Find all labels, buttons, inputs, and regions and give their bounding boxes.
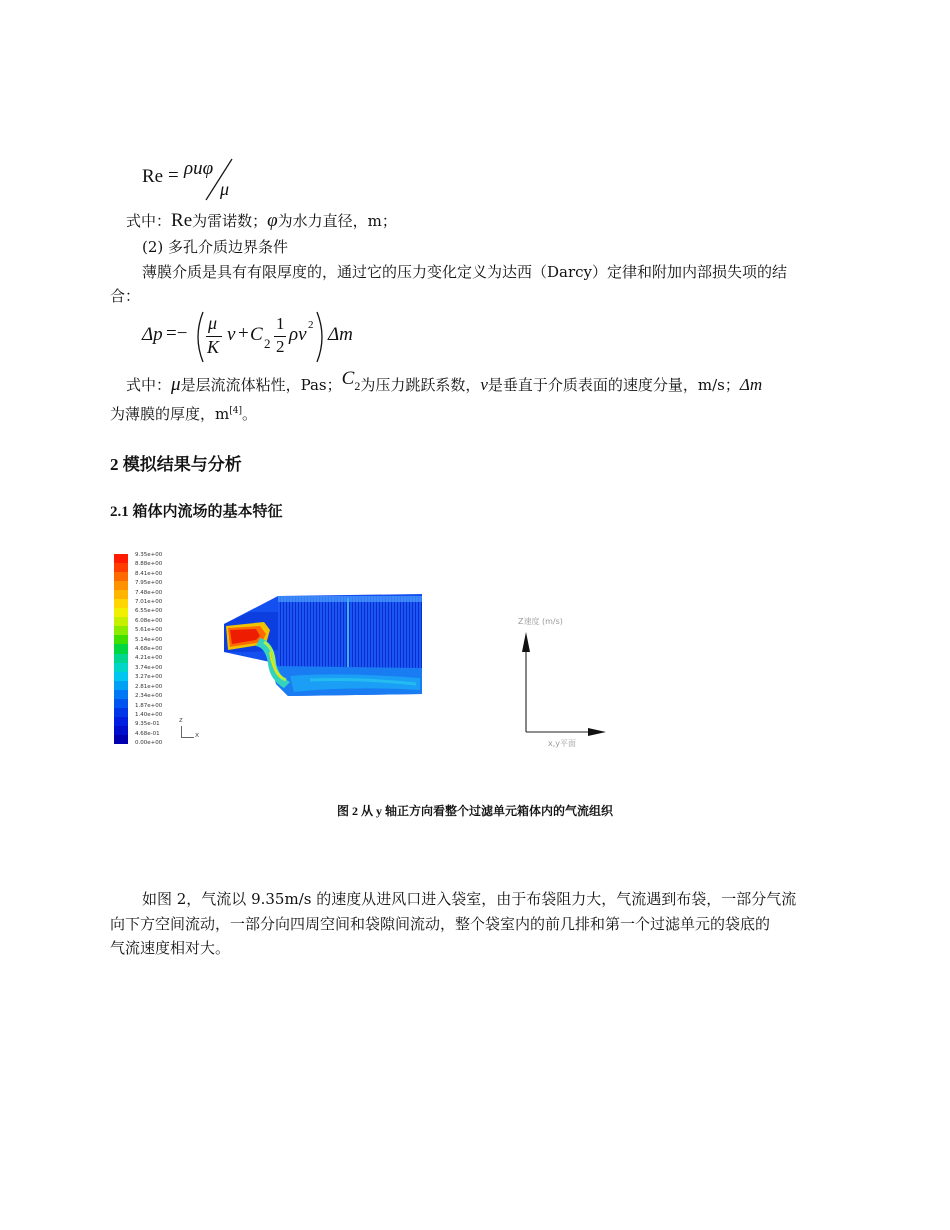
re-desc-text1: 为雷诺数； <box>192 212 268 230</box>
formula-re-denominator: μ <box>220 179 230 199</box>
legend-label: 2.34e+00 <box>135 693 163 700</box>
figure-2-caption: 图 2 从 y 轴正方向看整个过滤单元箱体内的气流组织 <box>336 804 613 818</box>
formula-reynolds <box>140 154 250 204</box>
legend-label: 2.81e+00 <box>135 683 163 690</box>
legend-label: 5.14e+00 <box>135 636 163 643</box>
velocity-contour-plot <box>220 592 428 700</box>
legend-label: 9.35e+00 <box>135 552 163 558</box>
legend-label: 7.95e+00 <box>135 580 163 587</box>
legend-swatch <box>114 654 128 663</box>
formula-dp-half-num: 1 <box>276 314 285 333</box>
legend-swatch <box>114 572 128 581</box>
formula-dp-c-sub: 2 <box>264 336 271 351</box>
formula-dp-v: v <box>227 324 236 345</box>
porous-boundary-title: (2) 多孔介质边界条件 <box>142 238 289 256</box>
dp-desc-text3: 是垂直于介质表面的速度分量，m/s； <box>487 376 740 394</box>
velocity-axis-x-arrow <box>588 728 606 736</box>
legend-swatch <box>114 608 128 617</box>
dp-desc-symbol-c-sub: 2 <box>354 379 361 393</box>
formula-dp-left-paren <box>192 310 206 364</box>
re-desc-text2: 为水力直径，m； <box>277 212 397 230</box>
legend-swatch <box>114 708 128 717</box>
dp-desc-symbol-dm: Δm <box>739 375 763 394</box>
formula-dp-eq: =− <box>166 323 188 344</box>
dp-desc-text2: 为压力跳跃系数， <box>360 376 481 394</box>
legend-swatch <box>114 590 128 599</box>
legend-label: 5.61e+00 <box>135 627 163 634</box>
section-heading-2-1: 2.1 箱体内流场的基本特征 <box>110 504 283 520</box>
legend-label: 8.88e+00 <box>135 561 163 568</box>
formula-dp-frac-num: μ <box>208 313 218 333</box>
analysis-line2: 向下方空间流动，一部分向四周空间和袋隙间流动，整个袋室内的前几排和第一个过滤单元的袋底的 <box>110 915 771 933</box>
legend-label: 7.01e+00 <box>135 599 163 606</box>
re-desc-prefix: 式中： <box>126 212 172 230</box>
dp-desc-end: 。 <box>241 405 257 423</box>
legend-label: 1.40e+00 <box>135 711 163 718</box>
formula-dp-half-den: 2 <box>276 337 285 356</box>
velocity-axis-y-arrow <box>522 632 530 652</box>
legend-swatch <box>114 635 128 644</box>
legend-label: 9.35e-01 <box>135 721 160 728</box>
legend-swatch <box>114 554 128 563</box>
re-desc-symbol-phi: φ <box>267 210 278 231</box>
legend-label: 1.87e+00 <box>135 702 163 709</box>
legend-label: 0.00e+00 <box>135 740 163 747</box>
legend-label: 6.08e+00 <box>135 617 163 624</box>
figure-2 <box>108 546 628 756</box>
legend-swatch <box>114 626 128 635</box>
legend-label: 3.27e+00 <box>135 674 163 681</box>
legend-label: 4.68e-01 <box>135 730 160 737</box>
legend-label: 7.48e+00 <box>135 589 163 596</box>
porous-paragraph-line2: 合： <box>110 287 141 305</box>
legend-swatch <box>114 563 128 572</box>
axis-triad-x-line <box>181 737 194 738</box>
dp-desc-text1: 是层流流体粘性，Pas； <box>180 376 342 394</box>
dp-desc-line2-text: 为薄膜的厚度，m <box>110 405 230 423</box>
formula-dp-plus: + <box>238 323 249 344</box>
formula-dp-rho-v: ρv <box>289 324 307 345</box>
section-heading-2: 2 模拟结果与分析 <box>110 455 242 474</box>
dp-description-line1 <box>126 368 763 397</box>
formula-pressure-drop <box>140 310 370 364</box>
legend-swatch <box>114 726 128 735</box>
formula-re-lhs: Re <box>142 166 164 187</box>
dp-desc-symbol-mu: μ <box>171 374 181 395</box>
analysis-line3: 气流速度相对大。 <box>110 939 231 957</box>
legend-swatch <box>114 644 128 653</box>
legend-labels <box>135 551 162 749</box>
legend-swatch <box>114 717 128 726</box>
dp-desc-symbol-c: C <box>341 368 355 389</box>
dp-desc-prefix: 式中： <box>126 376 172 394</box>
porous-paragraph-line1: 薄膜介质是具有有限厚度的，通过它的压力变化定义为达西（Darcy）定律和附加内部损失项的结 <box>142 263 788 281</box>
analysis-line1: 如图 2，气流以 9.35m/s 的速度从进风口进入袋室，由于布袋阻力大，气流遇到布袋，一部分气流 <box>142 890 797 908</box>
axis-triad <box>178 718 202 740</box>
legend-label: 8.41e+00 <box>135 570 163 577</box>
formula-re-numerator: ρuφ <box>184 158 214 179</box>
legend-swatch <box>114 699 128 708</box>
dp-desc-symbol-v: ν <box>480 375 488 394</box>
velocity-axes <box>516 632 606 742</box>
axis-triad-z-label: z <box>179 716 183 724</box>
formula-re-eq: = <box>168 165 179 186</box>
legend-swatch <box>114 672 128 681</box>
formula-dp-lhs: Δp <box>142 324 163 345</box>
velocity-axis-y-label: Z速度 (m/s) <box>518 617 563 626</box>
velocity-axis-x-label: x,y平面 <box>548 739 577 748</box>
formula-dp-right-paren <box>314 310 328 364</box>
formula-dp-delta-m: Δm <box>328 324 353 345</box>
formula-dp-frac-den: K <box>207 337 220 357</box>
legend-swatch <box>114 663 128 672</box>
dp-desc-reference: [4] <box>229 406 242 416</box>
dp-description-line2 <box>110 400 257 425</box>
legend-label: 6.55e+00 <box>135 608 163 615</box>
formula-dp-c: C <box>250 324 263 345</box>
legend-swatch <box>114 735 128 744</box>
legend-swatch <box>114 690 128 699</box>
legend-label: 4.21e+00 <box>135 655 163 662</box>
legend-swatch <box>114 617 128 626</box>
axis-triad-x-label: x <box>195 731 200 739</box>
legend-swatch <box>114 581 128 590</box>
legend-swatch <box>114 599 128 608</box>
legend-label: 3.74e+00 <box>135 664 163 671</box>
legend-swatch <box>114 681 128 690</box>
legend-label: 4.68e+00 <box>135 646 163 653</box>
re-desc-symbol-re: Re <box>171 210 193 231</box>
legend-color-bar <box>114 554 128 744</box>
re-description <box>126 210 397 232</box>
axis-triad-z-line <box>181 726 182 737</box>
formula-dp-square: 2 <box>308 319 314 331</box>
